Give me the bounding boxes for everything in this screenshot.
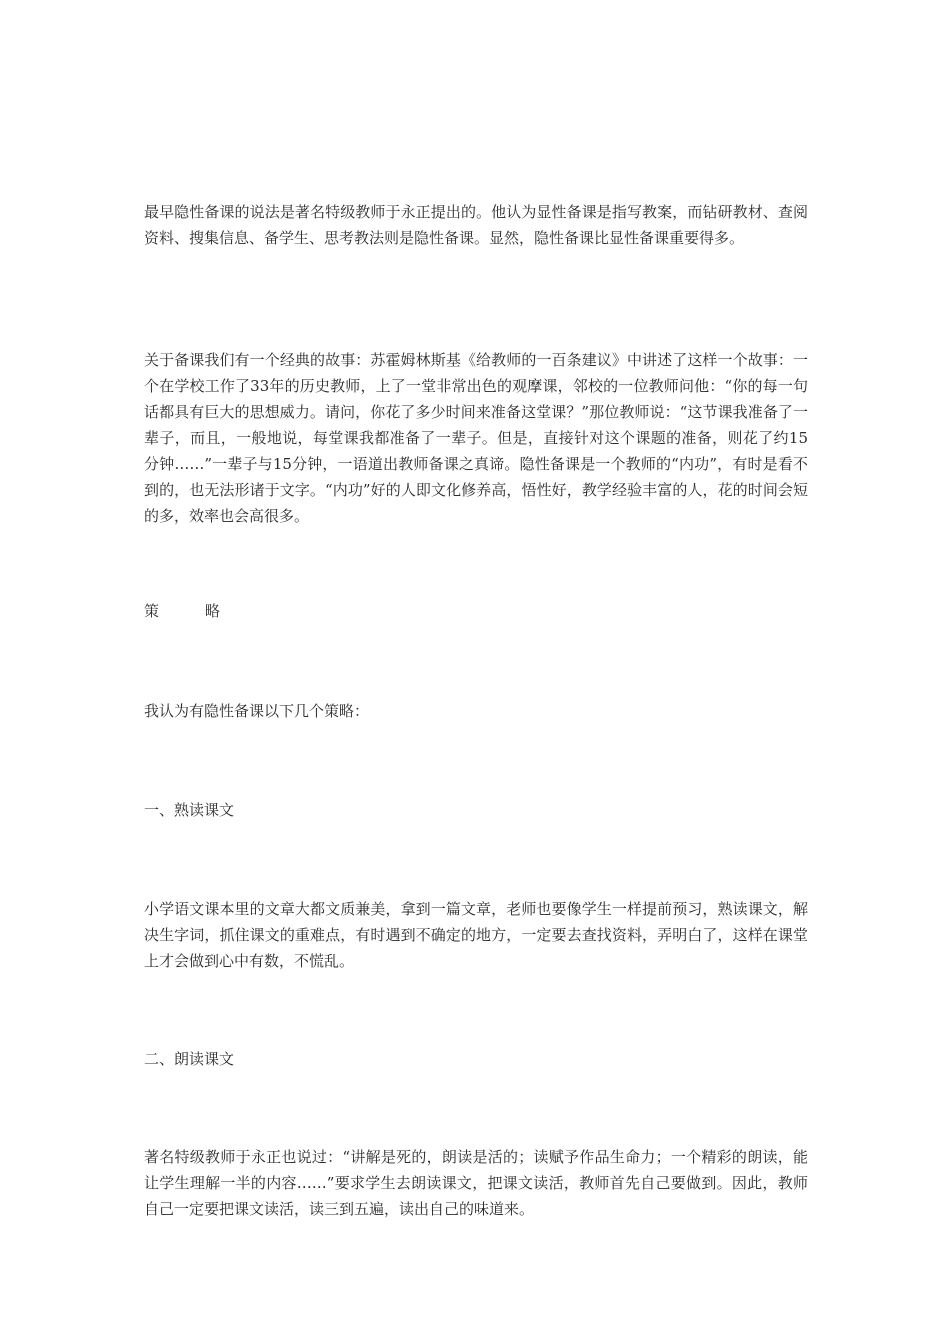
strategy-heading-char-2: 略 [205, 602, 221, 620]
strategy-intro: 我认为有隐性备课以下几个策略： [144, 702, 370, 720]
section-heading-2: 二、朗读课文 [144, 1050, 235, 1068]
intro-paragraph: 最早隐性备课的说法是著名特级教师于永正提出的。他认为显性备课是指写教案，而钻研教材、查阅资料、搜集信息、备学生、思考教法则是隐性备课。显然，隐性备课比显性备课重要得多。 [144, 203, 808, 247]
section-heading-1: 一、熟读课文 [144, 801, 235, 819]
strategy-heading [144, 598, 344, 624]
story-paragraph: 关于备课我们有一个经典的故事：苏霍姆林斯基《给教师的一百条建议》中讲述了这样一个故事：一个在学校工作了33年的历史教师，上了一堂非常出色的观摩课，邻校的一位教师问他：“你的每一句话都具有巨大的思想威力。请问，你花了多少时间来准备这堂课？”那位教师说：“这节课我准备了一辈子，而且，一般地说，每堂课我都准备了一辈子。但是，直接针对这个课题的准备，则花了约15分钟……”一辈子与15分钟，一语道出教师备课之真谛。隐性备课是一个教师的“内功”，有时是看不到的，也无法形诸于文字。“内功”好的人即文化修养高，悟性好，教学经验丰富的人，花的时间会短的多，效率也会高很多。 [144, 351, 808, 525]
section-body-1: 小学语文课本里的文章大都文质兼美，拿到一篇文章，老师也要像学生一样提前预习，熟读课文，解决生字词，抓住课文的重难点，有时遇到不确定的地方，一定要去查找资料，弄明白了，这样在课堂上才会做到心中有数，不慌乱。 [144, 900, 808, 970]
section-body-2: 著名特级教师于永正也说过：“讲解是死的，朗读是活的；读赋予作品生命力；一个精彩的朗读，能让学生理解一半的内容……”要求学生去朗读课文，把课文读活，教师首先自己要做到。因此，教师自己一定要把课文读活，读三到五遍，读出自己的味道来。 [144, 1148, 808, 1218]
strategy-heading-char-1: 策 [144, 602, 160, 620]
